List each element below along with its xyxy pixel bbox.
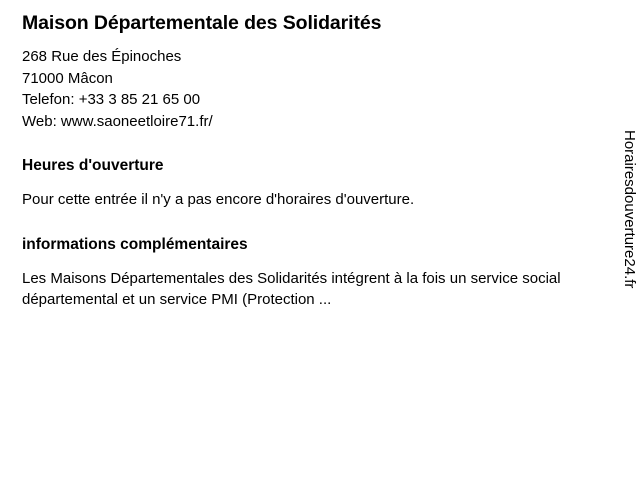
opening-hours-text: Pour cette entrée il n'y a pas encore d'horaires d'ouverture. xyxy=(22,191,415,208)
address-city: 71000 Mâcon xyxy=(22,69,113,87)
business-card xyxy=(22,10,587,311)
additional-info-text: Les Maisons Départementales des Solidarités intégrent à la fois un service social départemental et un service PMI (Protection ... xyxy=(22,269,561,308)
page-title: Maison Départementale des Solidarités xyxy=(22,12,382,34)
phone-number: Telefon: +33 3 85 21 65 00 xyxy=(22,91,201,108)
watermark-vertical-label: Horairesdouverture24.fr xyxy=(621,130,638,289)
additional-info-heading: informations complémentaires xyxy=(22,235,248,253)
address-street: 268 Rue des Épinoches xyxy=(22,48,182,65)
website-link[interactable]: Web: www.saoneetloire71.fr/ xyxy=(22,112,213,130)
opening-hours-heading: Heures d'ouverture xyxy=(22,157,164,174)
